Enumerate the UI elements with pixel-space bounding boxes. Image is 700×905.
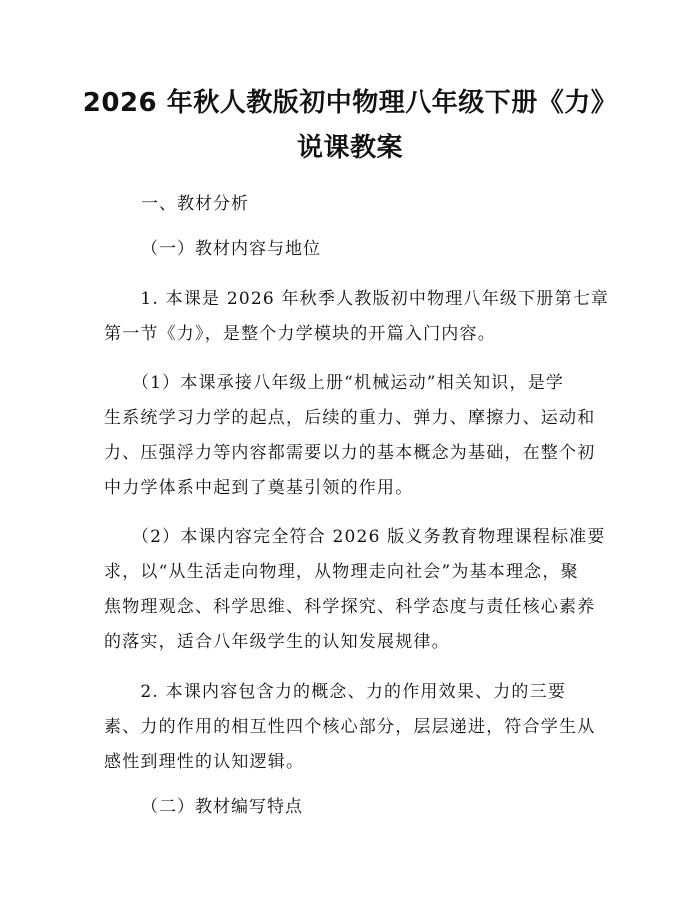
paragraph-line: 焦物理观念、科学思维、科学探究、科学态度与责任核心素养 [104, 597, 596, 617]
paragraph [104, 366, 604, 506]
section-heading: 一、教材分析 [141, 194, 249, 214]
paragraph-line: （1）本课承接八年级上册“机械运动”相关知识，是学 [104, 373, 565, 393]
subsection-heading: （一）教材内容与地位 [141, 239, 321, 259]
paragraph-line: 1. 本课是 2026 年秋季人教版初中物理八年级下册第七章 [104, 289, 610, 309]
paragraph [104, 282, 610, 352]
paragraph-line: 素、力的作用的相互性四个核心部分，层层递进，符合学生从 [104, 717, 596, 737]
paragraph-line: （2）本课内容完全符合 2026 版义务教育物理课程标准要 [104, 527, 606, 547]
paragraph-line: 第一节《力》，是整个力学模块的开篇入门内容。 [104, 324, 496, 344]
subsection-heading: （二）教材编写特点 [141, 797, 303, 817]
paragraph-line: 力、压强浮力等内容都需要以力的基本概念为基础，在整个初 [104, 443, 596, 463]
paragraph-line: 生系统学习力学的起点，后续的重力、弹力、摩擦力、运动和 [104, 408, 596, 428]
paragraph-line: 2. 本课内容包含力的概念、力的作用效果、力的三要 [104, 682, 567, 702]
document-subtitle: 说课教案 [296, 133, 403, 163]
paragraph [104, 675, 604, 780]
document-title: 2026 年秋人教版初中物理八年级下册《力》 [82, 88, 618, 118]
paragraph-line: 感性到理性的认知逻辑。 [104, 752, 305, 772]
paragraph-line: 中力学体系中起到了奠基引领的作用。 [104, 478, 414, 498]
paragraph-line: 求，以“从生活走向物理，从物理走向社会”为基本理念，聚 [104, 562, 579, 582]
paragraph [104, 520, 604, 660]
paragraph-line: 的落实，适合八年级学生的认知发展规律。 [104, 632, 450, 652]
